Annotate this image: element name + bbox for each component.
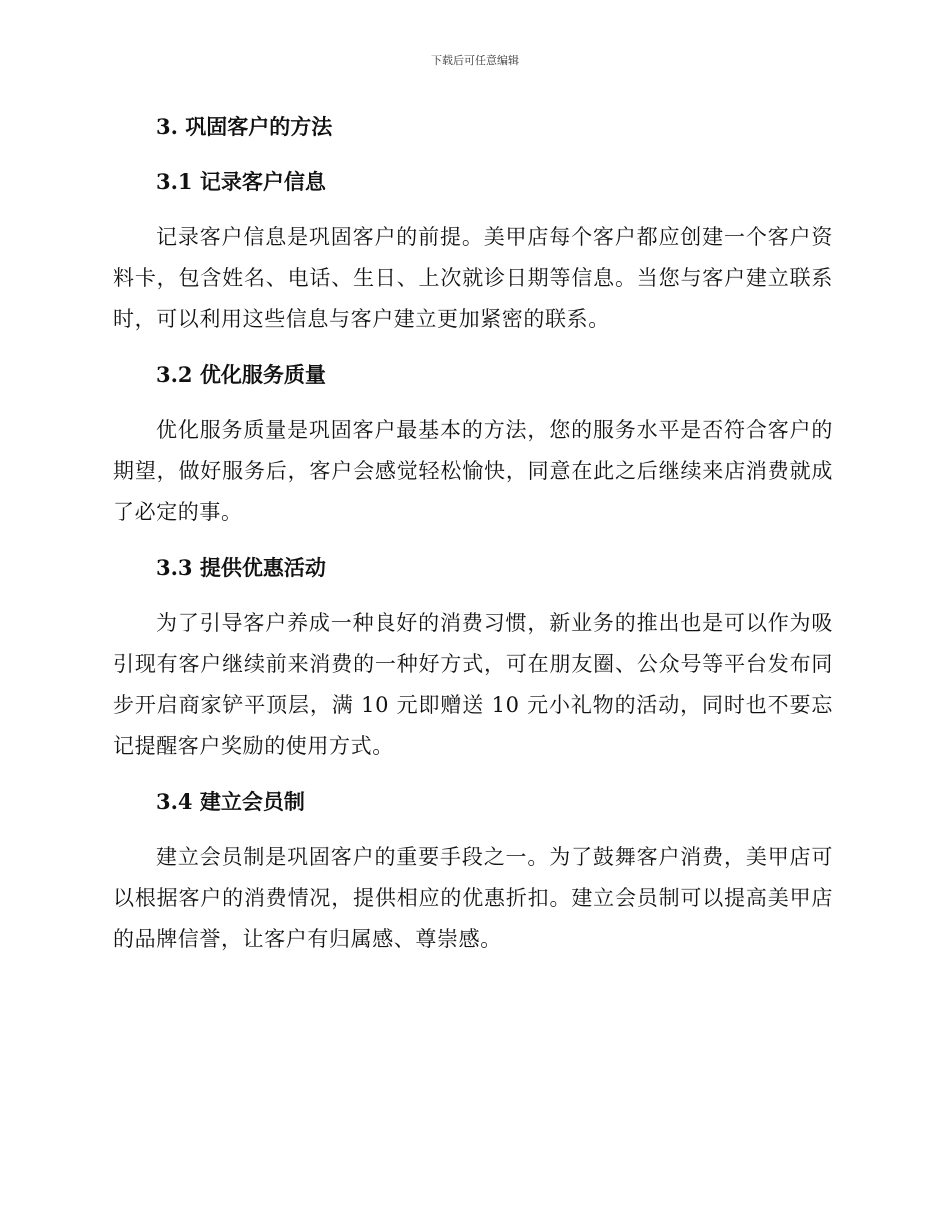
subsection-body-1: 记录客户信息是巩固客户的前提。美甲店每个客户都应创建一个客户资料卡，包含姓名、电话、生日、上次就诊日期等信息。当您与客户建立联系时，可以利用这些信息与客户建立更加紧密的联系。 [113, 225, 833, 331]
header-note: 下载后可任意编辑 [431, 54, 519, 67]
subsection-body-4: 建立会员制是巩固客户的重要手段之一。为了鼓舞客户消费，美甲店可以根据客户的消费情况，提供相应的优惠折扣。建立会员制可以提高美甲店的品牌信誉，让客户有归属感、尊崇感。 [113, 845, 833, 951]
subsection-body-2: 优化服务质量是巩固客户最基本的方法，您的服务水平是否符合客户的期望，做好服务后，客户会感觉轻松愉快，同意在此之后继续来店消费就成了必定的事。 [113, 418, 833, 524]
subsection-heading-4: 3.4 建立会员制 [156, 789, 305, 814]
subsection-body-3: 为了引导客户养成一种良好的消费习惯，新业务的推出也是可以作为吸引现有客户继续前来消费的一种好方式，可在朋友圈、公众号等平台发布同步开启商家铲平顶层，满 10 元即赠送 10 元小礼物的活动，同时也不要忘记提醒客户奖励的使用方式。 [113, 611, 833, 758]
section-title: 3. 巩固客户的方法 [156, 114, 333, 139]
subsection-heading-2: 3.2 优化服务质量 [156, 362, 326, 387]
document-content [113, 108, 833, 976]
subsection-heading-1: 3.1 记录客户信息 [156, 169, 326, 194]
subsection-heading-3: 3.3 提供优惠活动 [156, 555, 326, 580]
